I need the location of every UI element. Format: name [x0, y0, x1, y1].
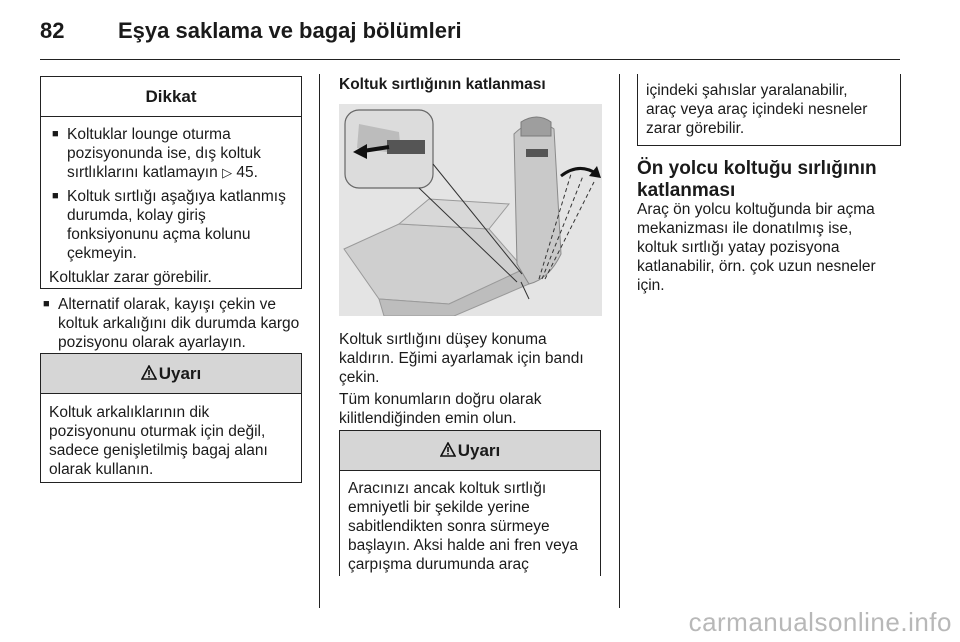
header-rule — [40, 59, 900, 60]
dikkat-bullet-2-line-1: ■ Koltuk sırtlığı aşağıya katlanmış — [67, 188, 286, 205]
dikkat-heading: Dikkat — [41, 77, 301, 117]
uyari-cont-line-2: araç veya araç içindeki nesneler — [646, 101, 868, 118]
col3-para-line-3: koltuk sırtlığı yatay pozisyona — [637, 239, 840, 256]
col2-para-2 — [339, 390, 609, 428]
dikkat-bullet-2-line-4: çekmeyin. — [67, 245, 137, 262]
col3-para-line-1: Araç ön yolcu koltuğunda bir açma — [637, 201, 875, 218]
col3-para-line-2: mekanizması ile donatılmış ise, — [637, 220, 853, 237]
uyari-cont-line-1: içindeki şahıslar yaralanabilir, — [646, 82, 848, 99]
col2-para-1-line-2: kaldırın. Eğimi ayarlamak için bandı — [339, 350, 584, 367]
column-divider-2 — [619, 74, 620, 608]
uyari-2-line-2: emniyetli bir şekilde yerine — [348, 499, 530, 516]
uyari-cont-line-3: zarar görebilir. — [646, 120, 745, 137]
uyari-2-line-5: çarpışma durumunda araç — [348, 556, 529, 573]
col2-heading: Koltuk sırtlığının katlanması — [339, 76, 546, 93]
uyari-1-line-4: olarak kullanın. — [49, 461, 154, 478]
col1-bullet — [40, 295, 328, 352]
dikkat-box — [40, 76, 302, 289]
page-reference-arrow-icon: ▷ — [222, 165, 233, 180]
uyari-heading-1-text: Uyarı — [158, 364, 202, 383]
col2-para-1-line-1: Koltuk sırtlığını düşey konuma — [339, 331, 547, 348]
warning-triangle-icon — [141, 365, 157, 380]
watermark: carmanualsonline.info — [688, 607, 952, 637]
seat-illustration-svg — [339, 104, 602, 316]
warning-triangle-icon — [440, 442, 456, 457]
uyari-continuation-box — [637, 74, 901, 146]
col2-para-1-line-3: çekin. — [339, 369, 380, 386]
dikkat-bullet-1 — [49, 125, 293, 182]
uyari-heading-1 — [41, 354, 301, 394]
col2-para-2-line-1: Tüm konumların doğru olarak — [339, 391, 542, 408]
dikkat-bullet-2 — [49, 187, 293, 263]
uyari-1-line-1: Koltuk arkalıklarının dik — [49, 404, 210, 421]
col1-bullet-line-3: pozisyonu olarak ayarlayın. — [58, 334, 246, 351]
uyari-box-2 — [339, 430, 601, 576]
col1-bullet-line-1: ■ Alternatif olarak, kayışı çekin ve — [58, 296, 276, 313]
col2-para-2-line-2: kilitlendiğinden emin olun. — [339, 410, 517, 427]
page-title: Eşya saklama ve bagaj bölümleri — [118, 18, 462, 43]
dikkat-bullet-2-line-3: fonksiyonunu açma kolunu — [67, 226, 251, 243]
col3-para-line-4: katlanabilir, örn. çok uzun nesneler — [637, 258, 876, 275]
dikkat-bullet-1-line-3-text: sırtlıklarını katlamayın — [67, 164, 218, 181]
col3-heading-line-1: Ön yolcu koltuğu sırlığının — [637, 158, 877, 179]
col1-bullet-line-2: koltuk arkalığını dik durumda kargo — [58, 315, 300, 332]
col3-heading-line-2: katlanması — [637, 180, 736, 201]
seat-illustration — [339, 104, 602, 316]
col3-heading — [637, 158, 907, 202]
dikkat-bullet-2-line-2: durumda, kolay giriş — [67, 207, 206, 224]
uyari-heading-2-text: Uyarı — [457, 441, 501, 460]
uyari-2-line-4: başlayın. Aksi halde ani fren veya — [348, 537, 579, 554]
dikkat-bullet-1-line-1: ■ Koltuklar lounge oturma — [67, 126, 231, 143]
uyari-2-line-3: sabitlendikten sonra sürmeye — [348, 518, 550, 535]
dikkat-bullet-1-line-2: pozisyonunda ise, dış koltuk — [67, 145, 261, 162]
col3-para-line-5: için. — [637, 277, 665, 294]
dikkat-bullet-1-ref[interactable]: 45. — [236, 164, 258, 181]
uyari-2-line-1: Aracınızı ancak koltuk sırtlığı — [348, 480, 547, 497]
uyari-1-line-2: pozisyonunu oturmak için değil, — [49, 423, 266, 440]
col2-para-1 — [339, 330, 609, 387]
dikkat-footer: Koltuklar zarar görebilir. — [49, 269, 212, 286]
uyari-box-1 — [40, 353, 302, 483]
page-number: 82 — [40, 18, 65, 43]
col3-para — [637, 200, 912, 295]
dikkat-bullet-1-line-3 — [67, 163, 293, 182]
uyari-heading-2 — [340, 431, 600, 471]
uyari-1-line-3: sadece genişletilmiş bagaj alanı — [49, 442, 268, 459]
